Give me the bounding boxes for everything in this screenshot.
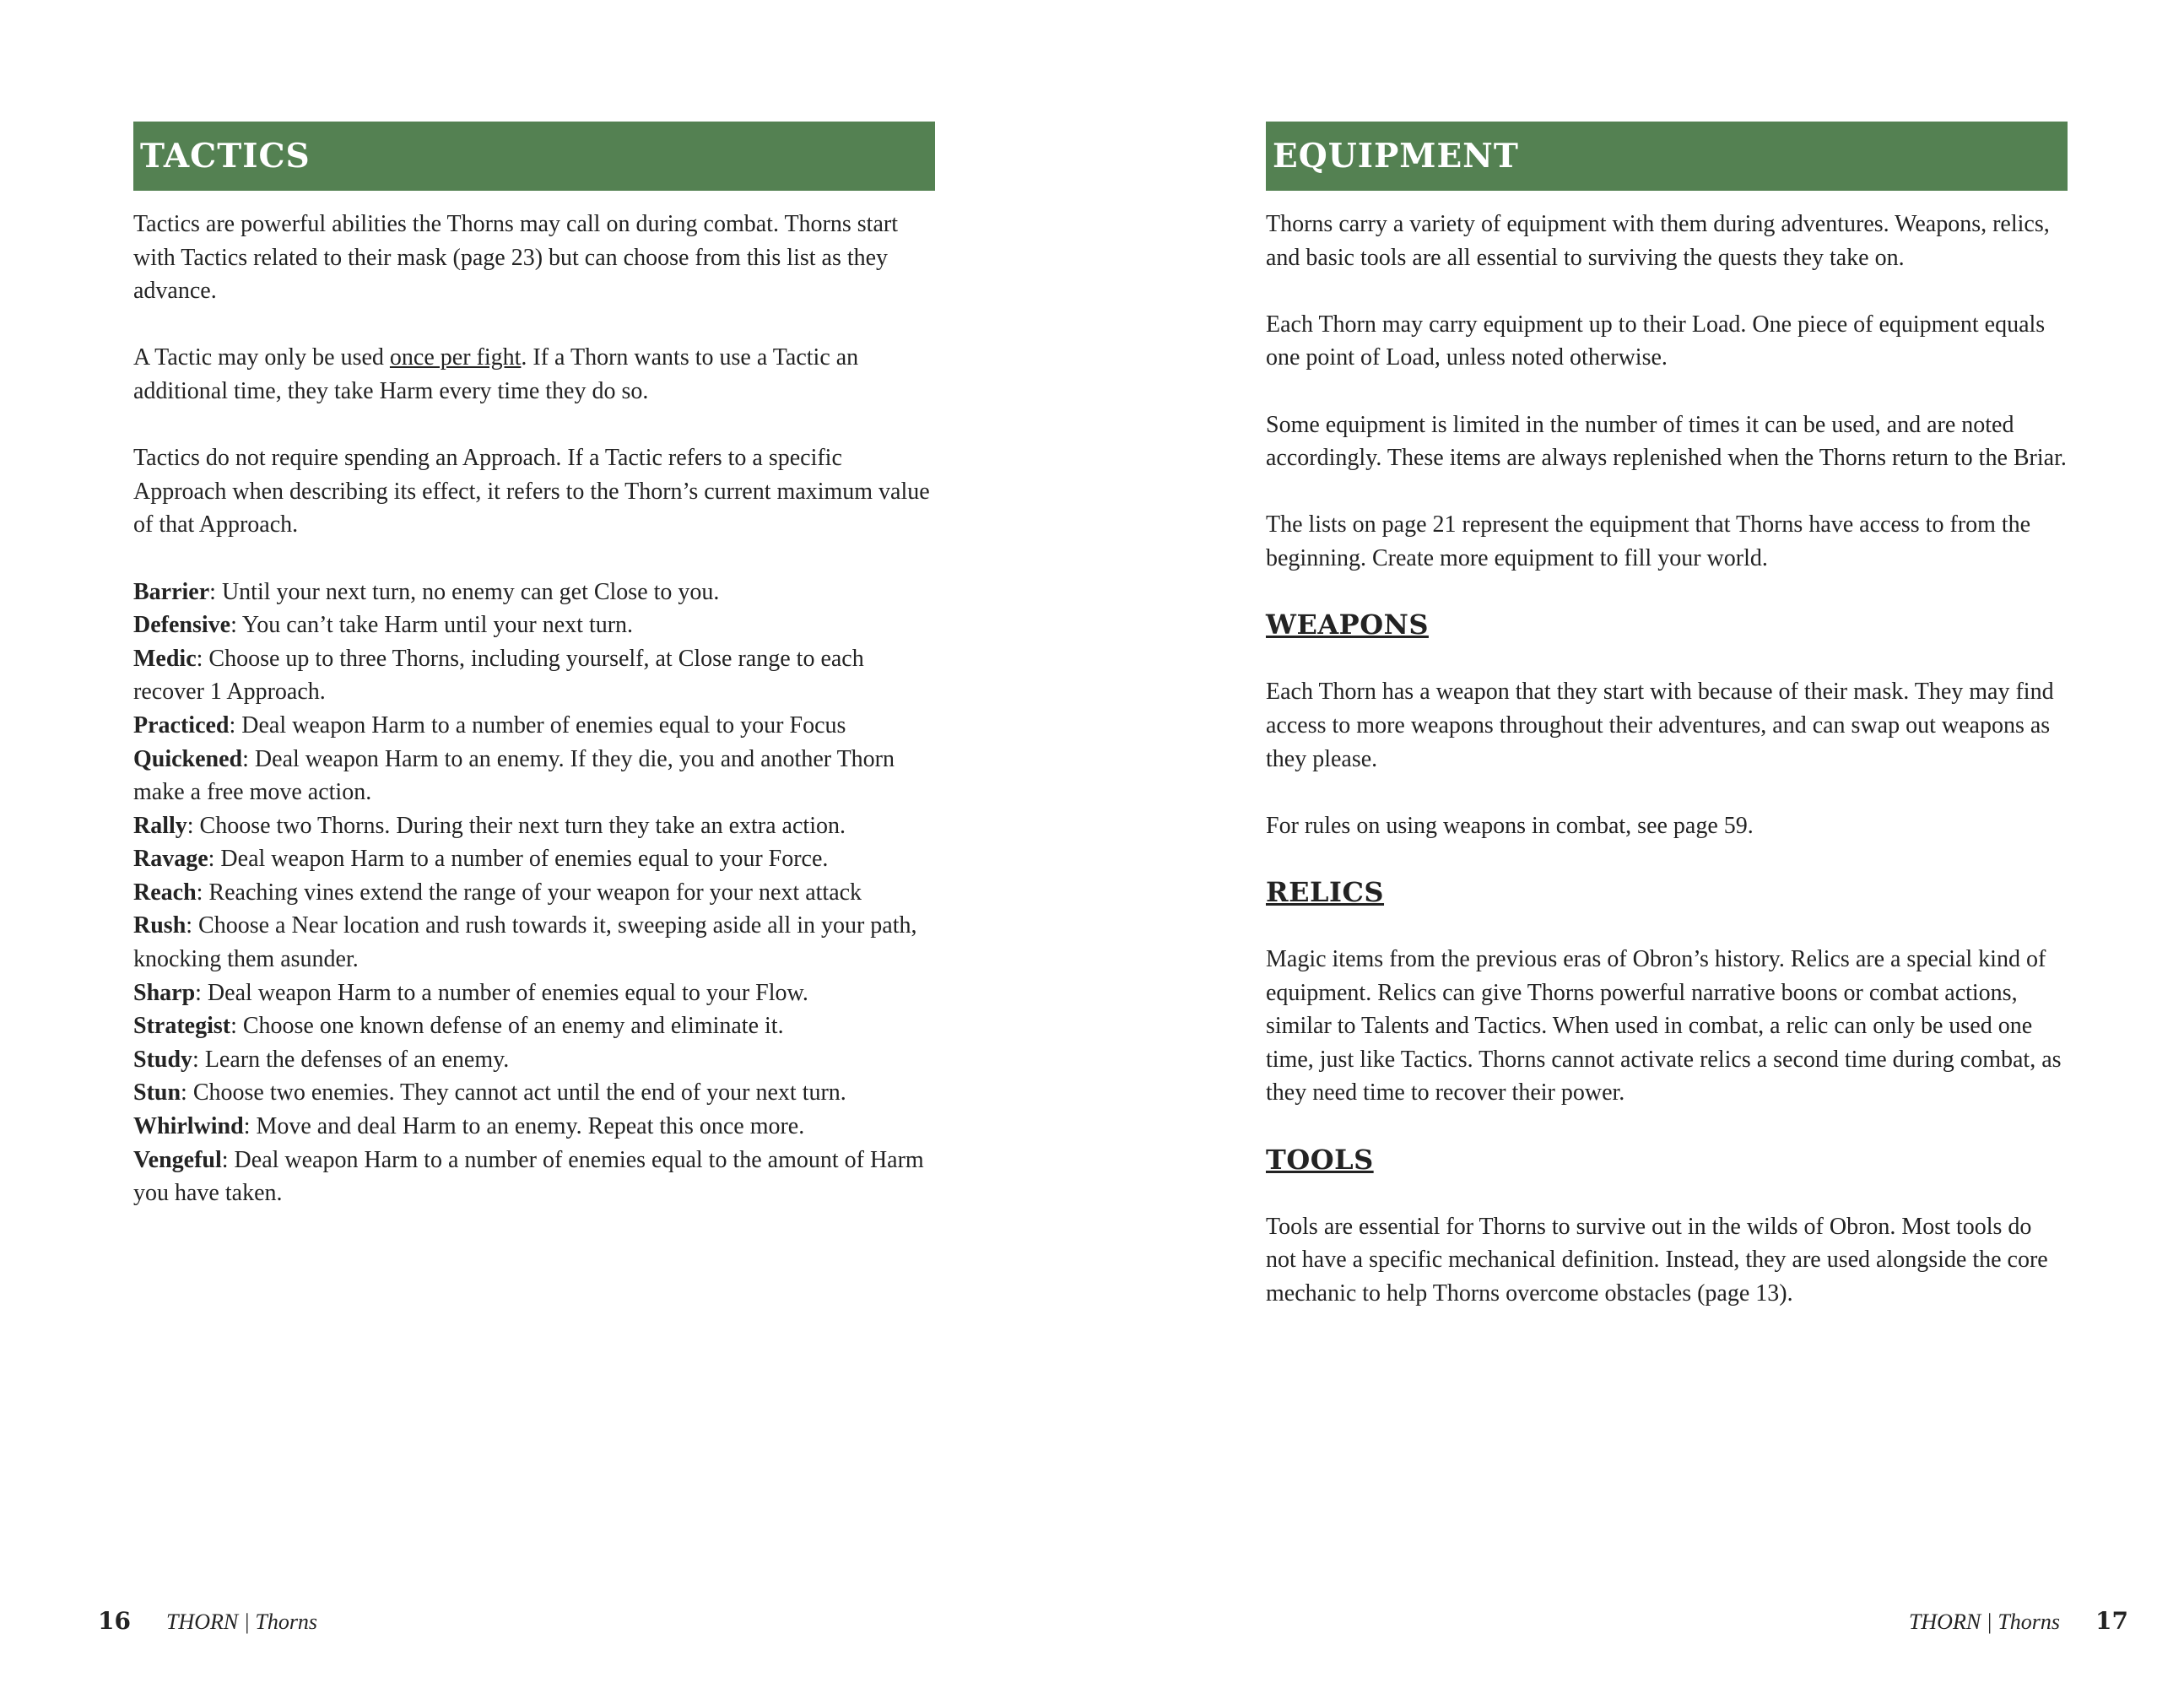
- tactic-item: [133, 609, 935, 642]
- left-page-footer: [98, 1607, 317, 1635]
- tactic-item: [133, 576, 935, 609]
- tactic-desc: : Move and deal Harm to an enemy. Repeat this once more.: [243, 1113, 805, 1140]
- once-per-fight-text: once per fight: [389, 344, 522, 371]
- tactic-desc: : Choose two enemies. They cannot act until the end of your next turn.: [181, 1079, 846, 1106]
- tactic-desc: : Until your next turn, no enemy can get Close to you.: [209, 578, 720, 605]
- tactic-name: Vengeful: [133, 1146, 222, 1173]
- weapons-paragraph: For rules on using weapons in combat, see page 59.: [1266, 812, 1754, 839]
- tactic-desc: : Choose up to three Thorns, including yourself, at Close range to each recover 1 Approach.: [133, 645, 864, 706]
- equipment-paragraph: Thorns carry a variety of equipment with them during adventures. Weapons, relics, and basic tools are all essential to surviving the quests they take on.: [1266, 211, 2050, 271]
- tactic-item: [133, 876, 935, 910]
- tactics-section: [133, 122, 935, 1210]
- running-title: THORN | Thorns: [1908, 1610, 2061, 1634]
- tactic-name: Sharp: [133, 979, 196, 1006]
- intro-2-lead: A Tactic may only be used: [133, 344, 390, 371]
- equipment-paragraph: The lists on page 21 represent the equipment that Thorns have access to from the beginning. Create more equipment to fill your world.: [1266, 511, 2031, 571]
- tactic-desc: : Deal weapon Harm to a number of enemies equal to your Focus: [229, 711, 846, 738]
- tools-heading: TOOLS: [1266, 1143, 1374, 1176]
- tactic-item: [133, 1076, 935, 1110]
- tactic-name: Practiced: [133, 711, 230, 738]
- relics-paragraph: Magic items from the previous eras of Obron’s history. Relics are a special kind of equipment. Relics can give Thorns powerful narrative boons or combat actions, similar to Talents and Tactics. When used in combat, a relic can only be used one time, just like Tactics. Thorns cannot activate relics a second time during combat, as they need time to recover their power.: [1266, 946, 2062, 1106]
- right-page: [1092, 0, 2184, 1688]
- tactic-name: Quickened: [133, 745, 243, 772]
- tactic-item: [133, 809, 935, 843]
- tactic-desc: : Reaching vines extend the range of your weapon for your next attack: [196, 879, 862, 906]
- tactic-name: Reach: [133, 879, 197, 906]
- tools-paragraph: Tools are essential for Thorns to survive out in the wilds of Obron. Most tools do not have a specific mechanical definition. Instead, they are used alongside the core mechanic to help Thorns overcome obstacles (page 13).: [1266, 1213, 2048, 1307]
- tactic-desc: : Choose one known defense of an enemy and eliminate it.: [230, 1013, 784, 1040]
- page-number: 17: [2095, 1607, 2128, 1635]
- tactic-desc: : You can’t take Harm until your next turn.: [230, 612, 634, 639]
- equipment-section: [1266, 122, 2068, 1344]
- equipment-paragraph: Each Thorn may carry equipment up to their Load. One piece of equipment equals one point of Load, unless noted otherwise.: [1266, 311, 2046, 371]
- tactics-intro-2: [133, 341, 935, 408]
- intro-2-tail: . If a Thorn wants to use a Tactic an additional time, they take Harm every time they do so.: [133, 344, 859, 404]
- tactic-desc: : Choose two Thorns. During their next turn they take an extra action.: [187, 812, 846, 839]
- tactic-desc: : Deal weapon Harm to a number of enemies equal to your Force.: [208, 846, 829, 873]
- tactic-name: Rally: [133, 812, 187, 839]
- tactic-name: Ravage: [133, 846, 208, 873]
- tactics-heading: TACTICS: [133, 122, 935, 191]
- tactic-name: Rush: [133, 912, 187, 939]
- tactic-name: Barrier: [133, 578, 210, 605]
- tactic-item: [133, 1009, 935, 1043]
- tactic-list: [133, 576, 935, 1210]
- tactic-item: [133, 977, 935, 1010]
- tactic-desc: : Deal weapon Harm to an enemy. If they die, you and another Thorn make a free move action.: [133, 745, 895, 806]
- equipment-body: [1266, 208, 2068, 1311]
- tactics-intro-3: Tactics do not require spending an Approach. If a Tactic refers to a specific Approach when describing its effect, it refers to the Thorn’s current maximum value of that Approach.: [133, 445, 930, 538]
- weapons-heading: WEAPONS: [1266, 609, 1429, 641]
- running-title: THORN | Thorns: [165, 1610, 318, 1634]
- tactic-item: [133, 743, 935, 809]
- tactic-name: Medic: [133, 645, 197, 672]
- tactic-name: Strategist: [133, 1013, 231, 1040]
- page-number: 16: [98, 1607, 131, 1635]
- tactic-item: [133, 1043, 935, 1077]
- tactic-item: [133, 709, 935, 743]
- tactics-intro-1: Tactics are powerful abilities the Thorns may call on during combat. Thorns start with Tactics related to their mask (page 23) but can choose from this list as they advance.: [133, 211, 898, 305]
- tactic-item: [133, 842, 935, 876]
- equipment-paragraph: Some equipment is limited in the number of times it can be used, and are noted accordingly. These items are always replenished when the Thorns return to the Briar.: [1266, 411, 2067, 472]
- tactic-desc: : Choose a Near location and rush towards it, sweeping aside all in your path, knocking them asunder.: [133, 912, 917, 973]
- equipment-heading: EQUIPMENT: [1266, 122, 2068, 191]
- right-page-footer: [1909, 1607, 2128, 1635]
- tactic-item: [133, 642, 935, 709]
- tactics-body: [133, 208, 935, 1210]
- relics-heading: RELICS: [1266, 875, 1385, 908]
- weapons-paragraph: Each Thorn has a weapon that they start with because of their mask. They may find access to more weapons throughout their adventures, and can swap out weapons as they please.: [1266, 679, 2054, 772]
- tactic-desc: : Learn the defenses of an enemy.: [192, 1046, 510, 1073]
- tactic-desc: : Deal weapon Harm to a number of enemies equal to the amount of Harm you have taken.: [133, 1146, 924, 1207]
- tactic-item: [133, 1110, 935, 1144]
- tactic-desc: : Deal weapon Harm to a number of enemies equal to your Flow.: [195, 979, 808, 1006]
- tactic-item: [133, 1144, 935, 1210]
- tactic-name: Defensive: [133, 612, 231, 639]
- tactic-item: [133, 909, 935, 976]
- tactic-name: Study: [133, 1046, 193, 1073]
- tactic-name: Stun: [133, 1079, 181, 1106]
- tactic-name: Whirlwind: [133, 1113, 244, 1140]
